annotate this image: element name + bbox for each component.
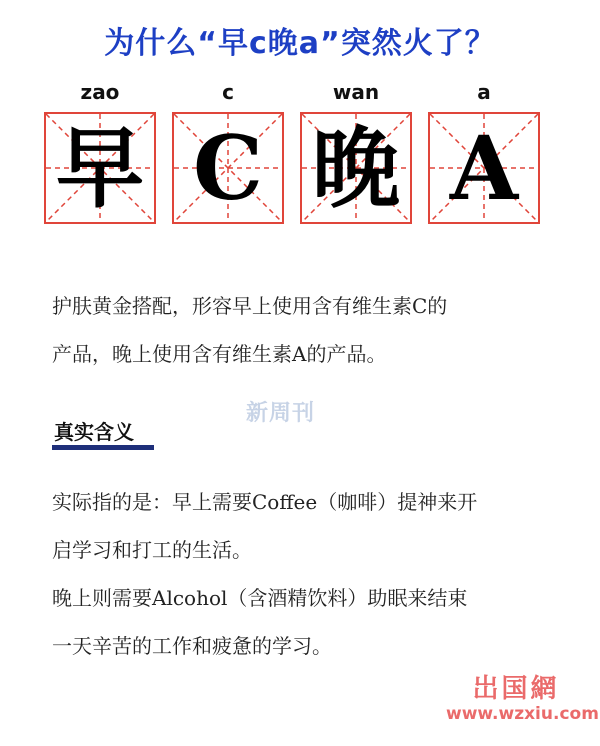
pinyin-c: c — [222, 80, 234, 104]
meaning-paragraph — [52, 478, 572, 670]
pinyin-wan: wan — [332, 80, 380, 104]
meaning-line: 一天辛苦的工作和疲惫的学习。 — [52, 634, 332, 658]
intro-line: 护肤黄金搭配，形容早上使用含有维生素C的 — [52, 294, 448, 318]
meaning-line: 启学习和打工的生活。 — [52, 538, 252, 562]
intro-line: 产品，晚上使用含有维生素A的产品。 — [52, 342, 387, 366]
char-box-c — [172, 112, 284, 224]
section-underline — [52, 445, 154, 450]
meaning-line: 实际指的是：早上需要Coffee（咖啡）提神来开 — [52, 490, 478, 514]
watermark-corner-logo — [446, 674, 599, 724]
page-title: 为什么“早c晚a”突然火了？ — [104, 26, 496, 61]
char-box-a — [428, 112, 540, 224]
section-heading: 真实含义 — [54, 420, 134, 444]
char-c: C — [192, 116, 264, 220]
watermark-xinzhoukan: 新周刊 — [246, 401, 316, 426]
character-grid-row — [44, 112, 544, 224]
intro-paragraph — [52, 282, 572, 378]
char-box-zao — [44, 112, 156, 224]
char-zao: 早 — [55, 116, 144, 220]
watermark-corner-url: www.wzxiu.com — [446, 704, 599, 724]
char-a: A — [449, 116, 519, 220]
watermark-corner-name: 岀国網 — [472, 674, 560, 704]
char-box-wan — [300, 112, 412, 224]
pinyin-zao: zao — [80, 80, 120, 104]
pinyin-row — [44, 80, 544, 106]
char-wan: 晚 — [311, 116, 400, 220]
pinyin-a: a — [477, 80, 491, 104]
meaning-line: 晚上则需要Alcohol（含酒精饮料）助眠来结束 — [52, 586, 468, 610]
